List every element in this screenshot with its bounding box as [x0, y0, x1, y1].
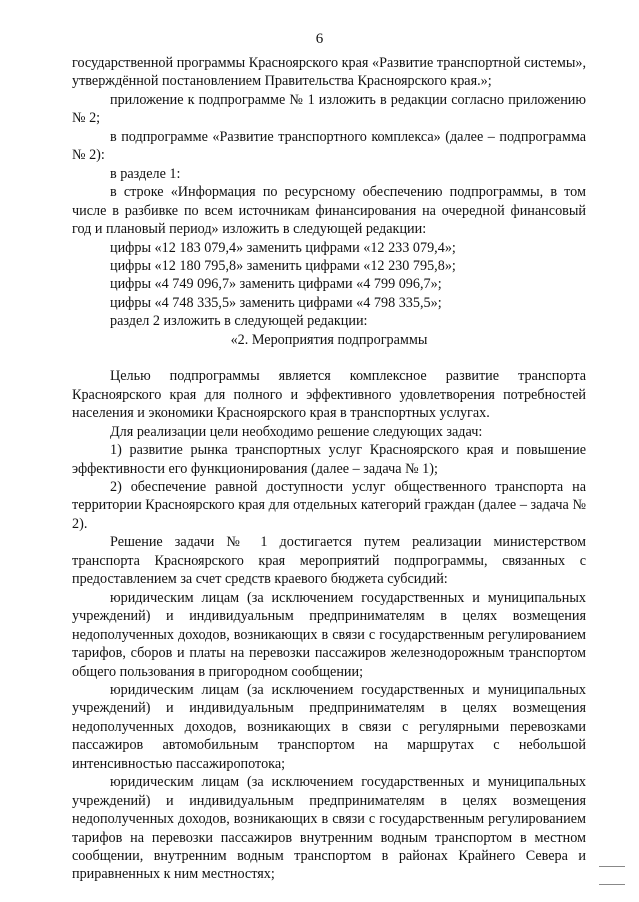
page-number: 6: [315, 31, 324, 47]
paragraph-program-name: государственной программы Красноярского края «Развитие транспортной системы», утверждённой постановлением Правительства Красноярского края.»;: [72, 55, 586, 90]
paragraph-goal: Целью подпрограммы является комплексное развитие транспорта Красноярского края для полного и эффективного удовлетворения потребностей населения и экономики Красноярского края в транспортных услугах.: [72, 368, 586, 422]
paragraph-figures-3: цифры «4 749 096,7» заменить цифрами «4 799 096,7»;: [110, 276, 442, 293]
paragraph-subsidy-auto: юридическим лицам (за исключением государственных и муниципальных учреждений) и индивидуальным предпринимателям в целях возмещения недополученных доходов, возникающих в связи с регулярными перевозками пассажиров автомобильным транспортом на маршрутах с небольшой интенсивностью пассажиропотока;: [72, 681, 586, 772]
paragraph-resource-info: в строке «Информация по ресурсному обеспечению подпрограммы, в том числе в разбивке по всем источникам финансирования на очередной финансовый год и плановый период» изложить в следующей редакции:: [72, 184, 586, 238]
section-heading: «2. Мероприятия подпрограммы: [230, 331, 428, 348]
paragraph-task-1: 1) развитие рынка транспортных услуг Красноярского края и повышение эффективности его функционирования (далее – задача № 1);: [72, 442, 586, 477]
paragraph-task-2: 2) обеспечение равной доступности услуг общественного транспорта на территории Красноярского края для отдельных категорий граждан (далее – задача № 2).: [72, 478, 586, 532]
paragraph-subprogram-2: в подпрограмме «Развитие транспортного комплекса» (далее – подпрограмма № 2):: [72, 128, 586, 164]
paragraph-figures-2: цифры «12 180 795,8» заменить цифрами «12 230 795,8»;: [110, 257, 456, 274]
paragraph-figures-4: цифры «4 748 335,5» заменить цифрами «4 798 335,5»;: [110, 294, 442, 311]
paragraph-section-2-intro: раздел 2 изложить в следующей редакции:: [110, 313, 368, 330]
section-gap: [72, 349, 586, 367]
paragraph-subsidy-rail: юридическим лицам (за исключением государственных и муниципальных учреждений) и индивидуальным предпринимателям в целях возмещения недополученных доходов, возникающих в связи с государственным регулированием тарифов, сборов и платы на перевозки пассажиров железнодорожным транспортом общего пользования в пригородном сообщении;: [72, 589, 586, 680]
paragraph-section-1: в разделе 1:: [110, 165, 181, 182]
scan-edge-mark: [599, 866, 625, 867]
paragraph-appendix: приложение к подпрограмме № 1 изложить в редакции согласно приложению № 2;: [72, 91, 586, 127]
paragraph-task-1-solution: Решение задачи № 1 достигается путем реализации министерством транспорта Красноярского края мероприятий подпрограммы, связанных с предоставлением за счет средств краевого бюджета субсидий:: [72, 534, 586, 588]
document-body: [72, 54, 586, 884]
paragraph-figures-1: цифры «12 183 079,4» заменить цифрами «12 233 079,4»;: [110, 239, 456, 256]
scan-edge-mark: [599, 884, 625, 885]
paragraph-tasks-intro: Для реализации цели необходимо решение следующих задач:: [110, 423, 483, 440]
paragraph-subsidy-water: юридическим лицам (за исключением государственных и муниципальных учреждений) и индивидуальным предпринимателям в целях возмещения недополученных доходов, возникающих в связи с государственным регулированием тарифов на перевозки пассажиров внутренним водным транспортом в местном сообщении, внутренним водным транспортом в районах Крайнего Севера и приравненных к ним местностях;: [72, 774, 586, 883]
